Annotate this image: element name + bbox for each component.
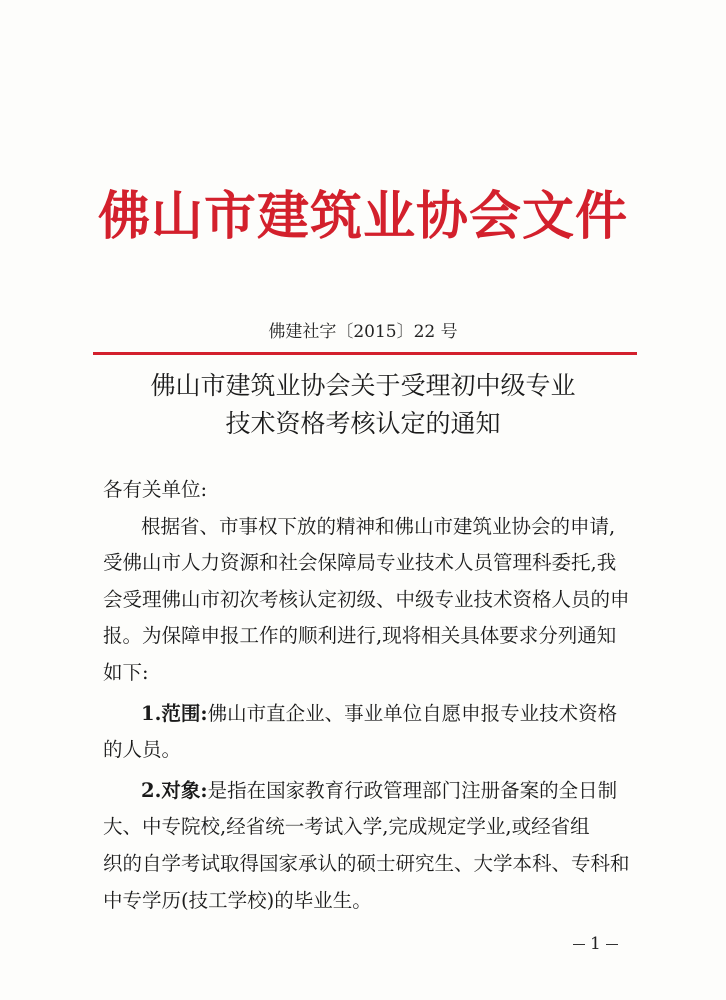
paragraph-line: 大、中专院校,经省统一考试入学,完成规定学业,或经省组 — [103, 815, 590, 839]
notice-title-line: 佛山市建筑业协会关于受理初中级专业 — [150, 371, 576, 400]
document-number: 佛建社字〔2015〕22 号 — [268, 322, 458, 342]
notice-body — [103, 472, 633, 919]
paragraph-line: 如下: — [103, 660, 149, 684]
item-target — [103, 773, 633, 810]
item-text: 佛山市直企业、事业单位自愿申报专业技术资格 — [207, 701, 618, 725]
paragraph-line: 报。为保障申报工作的顺利进行,现将相关具体要求分列通知 — [103, 624, 617, 648]
red-separator-line — [93, 352, 637, 355]
notice-title — [0, 367, 726, 443]
page-number-value: 1 — [590, 934, 601, 954]
item-label: 2.对象: — [141, 778, 208, 802]
paragraph-line: 的人员。 — [103, 738, 182, 762]
paragraph-line: 会受理佛山市初次考核认定初级、中级专业技术资格人员的申 — [103, 587, 630, 611]
item-label: 1.范围: — [141, 701, 208, 725]
page-number — [568, 932, 623, 956]
notice-title-line: 技术资格考核认定的通知 — [225, 409, 501, 438]
paragraph-line: 织的自学考试取得国家承认的硕士研究生、大学本科、专科和 — [103, 851, 630, 875]
paragraph-line: 中专学历(技工学校)的毕业生。 — [103, 888, 372, 912]
salutation: 各有关单位: — [103, 478, 208, 501]
item-scope — [103, 696, 633, 733]
item-text: 是指在国家教育行政管理部门注册备案的全日制 — [207, 778, 618, 802]
paragraph-line: 受佛山市人力资源和社会保障局专业技术人员管理科委托,我 — [103, 551, 617, 575]
issuing-organization-title: 佛山市建筑业协会文件 — [97, 186, 628, 247]
paragraph-line: 根据省、市事权下放的精神和佛山市建筑业协会的申请, — [141, 514, 616, 538]
